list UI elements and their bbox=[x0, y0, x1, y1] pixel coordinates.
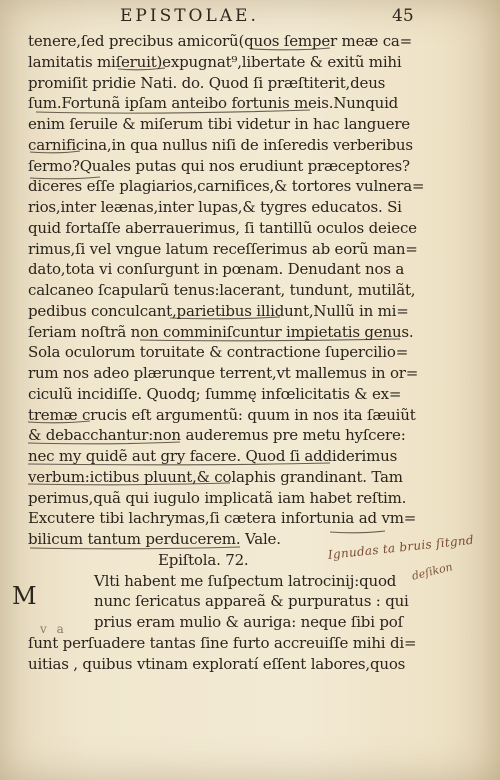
body-text bbox=[28, 31, 425, 674]
text-line: pedibus conculcant,parietibus illidunt,Nullũ in mi= bbox=[28, 301, 409, 320]
text-line: rimus,ſi vel vngue latum receſſerimus ab eorũ man= bbox=[28, 239, 418, 258]
manuscript-annotation: Ignudas ta bruis ſitgnd bbox=[327, 532, 475, 562]
text-line: dato,tota vi conſurgunt in pœnam. Denudant nos a bbox=[28, 260, 405, 279]
initial-letter: M bbox=[12, 582, 37, 610]
text-line: rum nos adeo plærunque terrent,vt mallemus in or= bbox=[28, 364, 419, 382]
manuscript-annotation: deſikon bbox=[410, 560, 454, 583]
text-line: quid fortaſſe aberrauerimus, ſi tantillũ oculos deiece bbox=[28, 218, 417, 237]
epistle-heading: Epiſtola. 72. bbox=[158, 550, 249, 569]
text-line: ſum.Fortunã ipſam anteibo fortunis meis.Nunquid bbox=[28, 94, 399, 113]
epistle-line: Vlti habent me ſuſpectum latrocinij:quod bbox=[94, 571, 397, 590]
text-line: carnificina,in qua nullus niſi de inſeredis verberibus bbox=[28, 135, 413, 154]
text-line: bilicum tantum perducerem. Vale. bbox=[28, 530, 281, 548]
text-line: diceres eſſe plagiarios,carnifices,& tortores vulnera= bbox=[28, 177, 425, 196]
text-line: ciculũ incidiſſe. Quodq; ſummę infœlicitatis & ex= bbox=[28, 384, 402, 403]
text-line: rios,inter leænas,inter lupas,& tygres educatos. Si bbox=[28, 198, 402, 216]
epistle-line: ſunt perſuadere tantas ſine furto accreuiſſe mihi di= bbox=[28, 633, 417, 652]
running-head bbox=[0, 6, 500, 28]
text-line: tenere,ſed precibus amicorũ(quos ſemper meæ ca= bbox=[28, 32, 413, 50]
text-line: ſermo?Quales putas qui nos erudiunt præceptores? bbox=[28, 156, 410, 175]
page-number: 45 bbox=[392, 6, 414, 26]
running-title: EPISTOLAE. bbox=[120, 6, 259, 26]
text-line: enim ſeruile & miſerum tibi videtur in hac languere bbox=[28, 115, 410, 133]
text-line: tremæ crucis eſt argumentũ: quum in nos ita ſæuiũt bbox=[28, 405, 416, 424]
text-line: Excutere tibi lachrymas,ſi cætera infortunia ad vm= bbox=[28, 509, 417, 528]
text-line: ſeriam noſtrã non comminiſcuntur impietatis genus. bbox=[28, 322, 414, 341]
text-line: promiſit pridie Nati. do. Quod ſi præſtiterit,deus bbox=[28, 73, 386, 92]
epistle-line: uitias , quibus vtinam exploratí eſſent labores,quos bbox=[28, 654, 406, 673]
guide-letters: v a bbox=[40, 622, 67, 636]
text-line: perimus,quã qui iugulo implicatã iam habet reſtim. bbox=[28, 488, 407, 507]
text-line: nec my quidẽ aut gry facere. Quod ſi addiderimus bbox=[28, 447, 398, 465]
epistle-line: nunc ſericatus appareã & purpuratus : qui bbox=[94, 592, 409, 611]
text-line: verbum:ictibus pluunt,& colaphis grandinant. Tam bbox=[28, 467, 403, 486]
epistle-line: prius eram mulio & auriga: neque ſibi poſ bbox=[94, 613, 403, 631]
text-line: lamitatis miſeruit)expugnat⁹,libertate & exitũ mihi bbox=[28, 52, 402, 71]
text-line: Sola oculorum toruitate & contractione ſupercilio= bbox=[28, 343, 409, 362]
text-line: & debacchantur:non auderemus pre metu hyſcere: bbox=[28, 426, 406, 445]
text-line: calcaneo ſcapularũ tenus:lacerant, tundunt, mutilãt, bbox=[28, 281, 416, 299]
